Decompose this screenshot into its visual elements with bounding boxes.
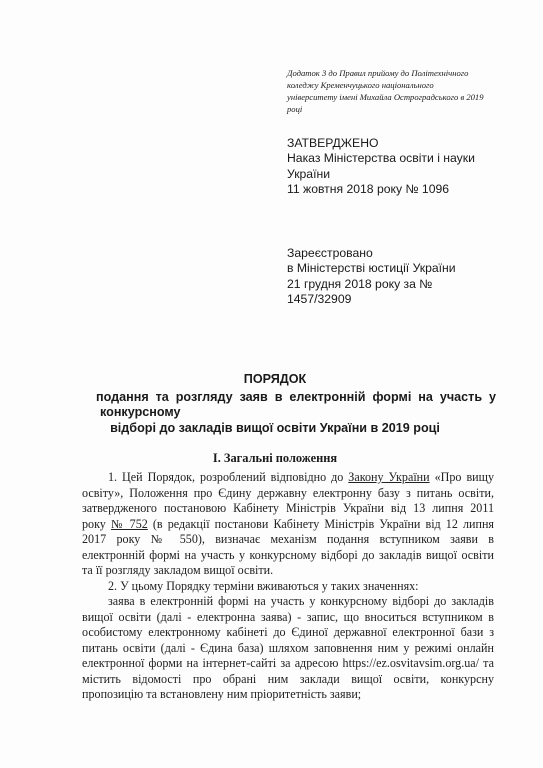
registration-line: в Міністерстві юстиції України	[287, 261, 456, 276]
registration-line: Зареєстровано	[287, 246, 373, 260]
text-run: «Про вищу	[429, 470, 494, 484]
paragraph-line: особистому електронному кабінеті до Єдиної державної електронної бази з	[82, 625, 494, 639]
appendix-line: університету імені Михайла Остроградського в 2019	[287, 92, 484, 102]
appendix-line: Додаток 3 до Правил прийому до Політехнічного	[287, 68, 469, 78]
paragraph-line: пропозицію та встановлену ним пріоритетність заяви;	[82, 687, 362, 701]
approval-block	[287, 136, 527, 198]
paragraph-line: та її розгляду закладом вищої освіти.	[82, 563, 274, 577]
text-run: 1. Цей Порядок, розроблений відповідно до	[108, 470, 349, 484]
paragraph-line: освіту», Положення про Єдину державну електронну базу з питань освіти,	[82, 485, 494, 500]
paragraph-line: електронній формі на участь у конкурсному відборі до закладів вищої освіти	[82, 547, 494, 562]
section-heading: І. Загальні положення	[212, 451, 338, 465]
document-body	[82, 470, 494, 703]
text-run: року	[82, 516, 111, 531]
document-title: ПОРЯДОК	[243, 372, 307, 386]
document-subtitle-line: конкурсному	[100, 405, 181, 419]
paragraph-line: затвердженого постановою Кабінету Міністрів України від 13 липня 2011	[82, 501, 494, 515]
paragraph-line: заява в електронній формі на участь у конкурсному відборі до закладів	[108, 594, 494, 608]
law-link[interactable]: Закону України	[348, 470, 430, 484]
registration-line: 1457/32909	[287, 292, 352, 307]
registration-line: 21 грудня 2018 року за №	[287, 276, 433, 291]
resolution-link[interactable]: № 752	[110, 516, 148, 531]
appendix-line: році	[287, 104, 303, 114]
approval-line: ЗАТВЕРДЖЕНО	[287, 136, 379, 150]
approval-line: Наказ Міністерства освіти і науки	[287, 151, 475, 166]
document-subtitle-line: подання та розгляду заяв в електронній формі на участь у	[96, 390, 496, 404]
paragraph-line: питань освіти (далі - Єдина база) шляхом заповнення ним у режимі онлайн	[82, 640, 494, 655]
document-subtitle-line: відборі до закладів вищої освіти України в 2019 році	[110, 421, 440, 435]
paragraph-line: містить відомості про обрані ним заклади вищої освіти, конкурсну	[82, 671, 494, 686]
appendix-note	[287, 67, 507, 115]
paragraph-line	[82, 470, 494, 486]
paragraph-line: вищої освіти (далі - електронна заява) - запис, що вноситься вступником в	[82, 609, 494, 624]
approval-line: 11 жовтня 2018 року № 1096	[287, 182, 450, 197]
registration-block	[287, 246, 527, 308]
appendix-line: коледжу Кременчуцького національного	[287, 80, 434, 90]
paragraph-line: 2. У цьому Порядку терміни вживаються у таких значеннях:	[108, 578, 419, 593]
paragraph-line: 2017 року № 550), визначає механізм подання вступником заяви в	[82, 532, 494, 546]
text-run: (в редакції постанови Кабінету Міністрів України від 12 липня	[147, 516, 494, 531]
paragraph-line	[82, 517, 494, 533]
paragraph-line: електронної форми на інтернет-сайті за адресою https://ez.osvitavsim.org.ua/ та	[82, 656, 494, 670]
approval-line: України	[287, 166, 331, 181]
